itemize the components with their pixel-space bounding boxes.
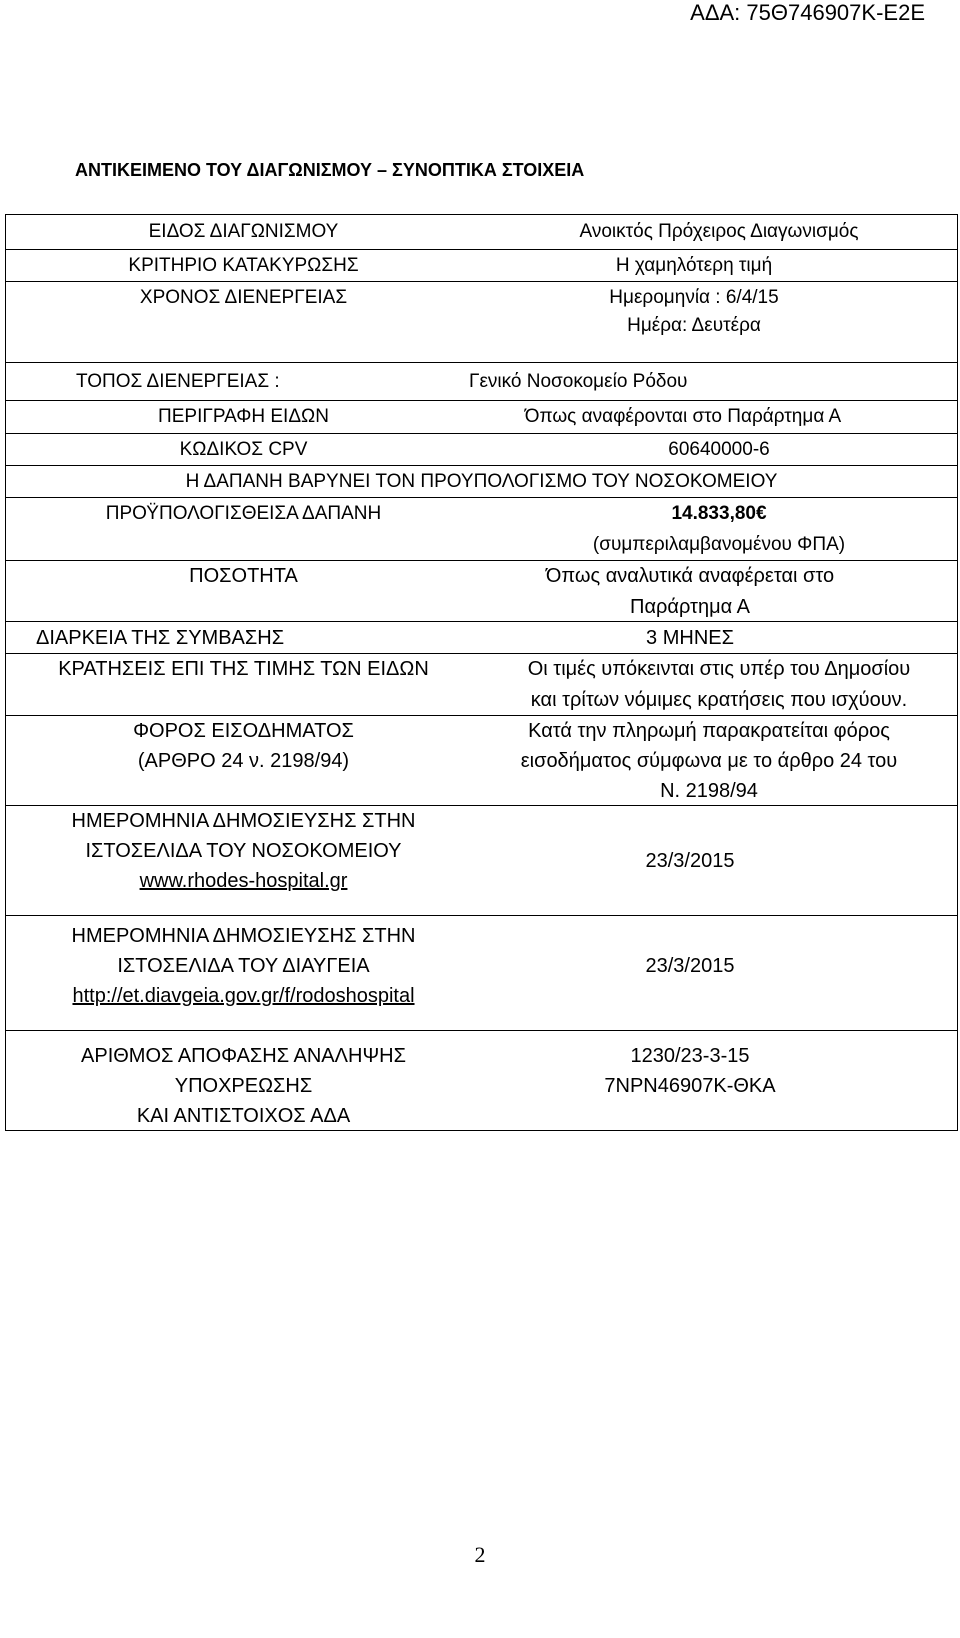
value-line: Ημερομηνία : 6/4/15: [609, 287, 779, 308]
page-title: ΑΝΤΙΚΕΙΜΕΝΟ ΤΟΥ ΔΙΑΓΩΝΙΣΜΟΥ – ΣΥΝΟΠΤΙΚΑ ΣΤΟΙΧΕΙΑ: [75, 160, 585, 180]
row-value: [481, 434, 957, 465]
row-label: [6, 498, 481, 560]
label-line: ΠΕΡΙΓΡΑΦΗ ΕΙΔΩΝ: [158, 406, 329, 427]
table-row: [6, 465, 957, 497]
value-line: (συμπεριλαμβανομένου ΦΠΑ): [592, 534, 846, 555]
value-line: 60640000-6: [668, 438, 770, 460]
table-row: [6, 653, 957, 715]
merged-cell: [6, 466, 957, 497]
label-line: ΚΡΙΤΗΡΙΟ ΚΑΤΑΚΥΡΩΣΗΣ: [128, 254, 359, 276]
diavgeia-link[interactable]: http://et.diavgeia.gov.gr/f/rodoshospital: [72, 985, 415, 1007]
table-row: [6, 433, 957, 465]
value-line: Παράρτημα Α: [630, 596, 750, 618]
row-label: [6, 434, 481, 465]
row-label: [6, 916, 481, 1030]
table-row: [6, 214, 957, 249]
value-line: 1230/23-3-15: [630, 1045, 750, 1067]
merged-line: Η ΔΑΠΑΝΗ ΒΑΡΥΝΕΙ ΤΟΝ ΠΡΟΥΠΟΛΟΓΙΣΜΟ ΤΟΥ ΝΟΣΟΚΟΜΕΙΟΥ: [185, 470, 778, 492]
row-value: [481, 215, 957, 249]
row-value: [481, 916, 957, 1030]
label-line: ΙΣΤΟΣΕΛΙΔΑ ΤΟΥ ΝΟΣΟΚΟΜΕΙΟΥ: [85, 840, 402, 862]
label-line: ΠΟΣΟΤΗΤΑ: [189, 565, 298, 587]
table-row: [6, 1030, 957, 1130]
row-label: [6, 215, 481, 249]
budget-amount: 14.833,80€: [671, 503, 767, 524]
table-row: [6, 715, 957, 805]
label-line: ΕΙΔΟΣ ΔΙΑΓΩΝΙΣΜΟΥ: [148, 221, 339, 242]
label-line: ΗΜΕΡΟΜΗΝΙΑ ΔΗΜΟΣΙΕΥΣΗΣ ΣΤΗΝ: [71, 810, 416, 832]
row-value: [481, 716, 957, 805]
label-line: ΦΟΡΟΣ ΕΙΣΟΔΗΜΑΤΟΣ: [133, 720, 354, 742]
label-line: ΚΡΑΤΗΣΕΙΣ ΕΠΙ ΤΗΣ ΤΙΜΗΣ ΤΩΝ ΕΙΔΩΝ: [58, 658, 429, 680]
table-row: [6, 497, 957, 560]
ada-header: ΑΔΑ: 75Θ746907Κ-Ε2Ε: [690, 0, 925, 25]
row-label: [6, 716, 481, 805]
value-line: Όπως αναλυτικά αναφέρεται στο: [545, 565, 835, 587]
row-value: [481, 498, 957, 560]
row-value: [469, 363, 957, 400]
page-number: 2: [474, 1542, 486, 1567]
value-line: Όπως αναφέρονται στο Παράρτημα Α: [524, 406, 842, 427]
row-value: [481, 401, 957, 433]
row-value: [481, 282, 957, 362]
value-line: Ημέρα: Δευτέρα: [627, 315, 761, 336]
table-row: [6, 621, 957, 653]
row-value: [481, 654, 957, 715]
row-value: [481, 250, 957, 281]
label-line: ΧΡΟΝΟΣ ΔΙΕΝΕΡΓΕΙΑΣ: [139, 287, 348, 308]
table-row: [6, 362, 957, 400]
value-line: Οι τιμές υπόκεινται στις υπέρ του Δημοσίου: [527, 658, 911, 680]
row-value: [481, 561, 957, 621]
label-line: ΤΟΠΟΣ ΔΙΕΝΕΡΓΕΙΑΣ :: [76, 370, 280, 392]
label-line: ΔΙΑΡΚΕΙΑ ΤΗΣ ΣΥΜΒΑΣΗΣ: [36, 626, 285, 649]
label-line: ΚΩΔΙΚΟΣ CPV: [179, 438, 308, 460]
value-line: 23/3/2015: [645, 849, 735, 872]
label-line: ΚΑΙ ΑΝΤΙΣΤΟΙΧΟΣ ΑΔΑ: [136, 1105, 351, 1127]
row-value: [481, 806, 957, 915]
row-label: [6, 561, 481, 621]
value-line: 23/3/2015: [645, 955, 735, 977]
row-label: [6, 654, 481, 715]
row-label: [6, 1031, 481, 1130]
label-line: ΠΡΟΫΠΟΛΟΓΙΣΘΕΙΣΑ ΔΑΠΑΝΗ: [105, 503, 382, 524]
value-line: 7ΝΡΝ46907Κ-ΘΚΑ: [604, 1075, 776, 1097]
label-line: (ΑΡΘΡΟ 24 ν. 2198/94): [137, 750, 350, 772]
value-line: Γενικό Νοσοκομείο Ρόδου: [469, 370, 688, 392]
table-row: [6, 915, 957, 1030]
label-line: ΙΣΤΟΣΕΛΙΔΑ ΤΟΥ ΔΙΑΥΓΕΙΑ: [117, 955, 370, 977]
row-label: [6, 622, 481, 653]
value-line: Ν. 2198/94: [660, 780, 758, 802]
table-row: [6, 805, 957, 915]
value-line: Κατά την πληρωμή παρακρατείται φόρος: [528, 720, 890, 742]
table-row: [6, 281, 957, 362]
summary-table: [5, 214, 958, 1131]
hospital-website-link[interactable]: www.rhodes-hospital.gr: [139, 870, 348, 892]
label-line: ΗΜΕΡΟΜΗΝΙΑ ΔΗΜΟΣΙΕΥΣΗΣ ΣΤΗΝ: [71, 925, 416, 947]
value-line: εισοδήματος σύμφωνα με το άρθρο 24 του: [520, 750, 898, 772]
row-label: [6, 363, 469, 400]
label-line: ΑΡΙΘΜΟΣ ΑΠΟΦΑΣΗΣ ΑΝΑΛΗΨΗΣ: [81, 1045, 406, 1067]
row-label: [6, 250, 481, 281]
row-label: [6, 282, 481, 362]
row-value: [481, 1031, 957, 1130]
value-line: και τρίτων νόμιμες κρατήσεις που ισχύουν.: [530, 689, 908, 711]
row-value: [481, 622, 957, 653]
label-line: ΥΠΟΧΡΕΩΣΗΣ: [174, 1075, 313, 1097]
value-line: Ανοικτός Πρόχειρος Διαγωνισμός: [579, 221, 859, 242]
value-line: 3 ΜΗΝΕΣ: [646, 626, 734, 649]
row-label: [6, 806, 481, 915]
value-line: Η χαμηλότερη τιμή: [615, 254, 773, 276]
row-label: [6, 401, 481, 433]
table-row: [6, 400, 957, 433]
table-row: [6, 560, 957, 621]
table-row: [6, 249, 957, 281]
